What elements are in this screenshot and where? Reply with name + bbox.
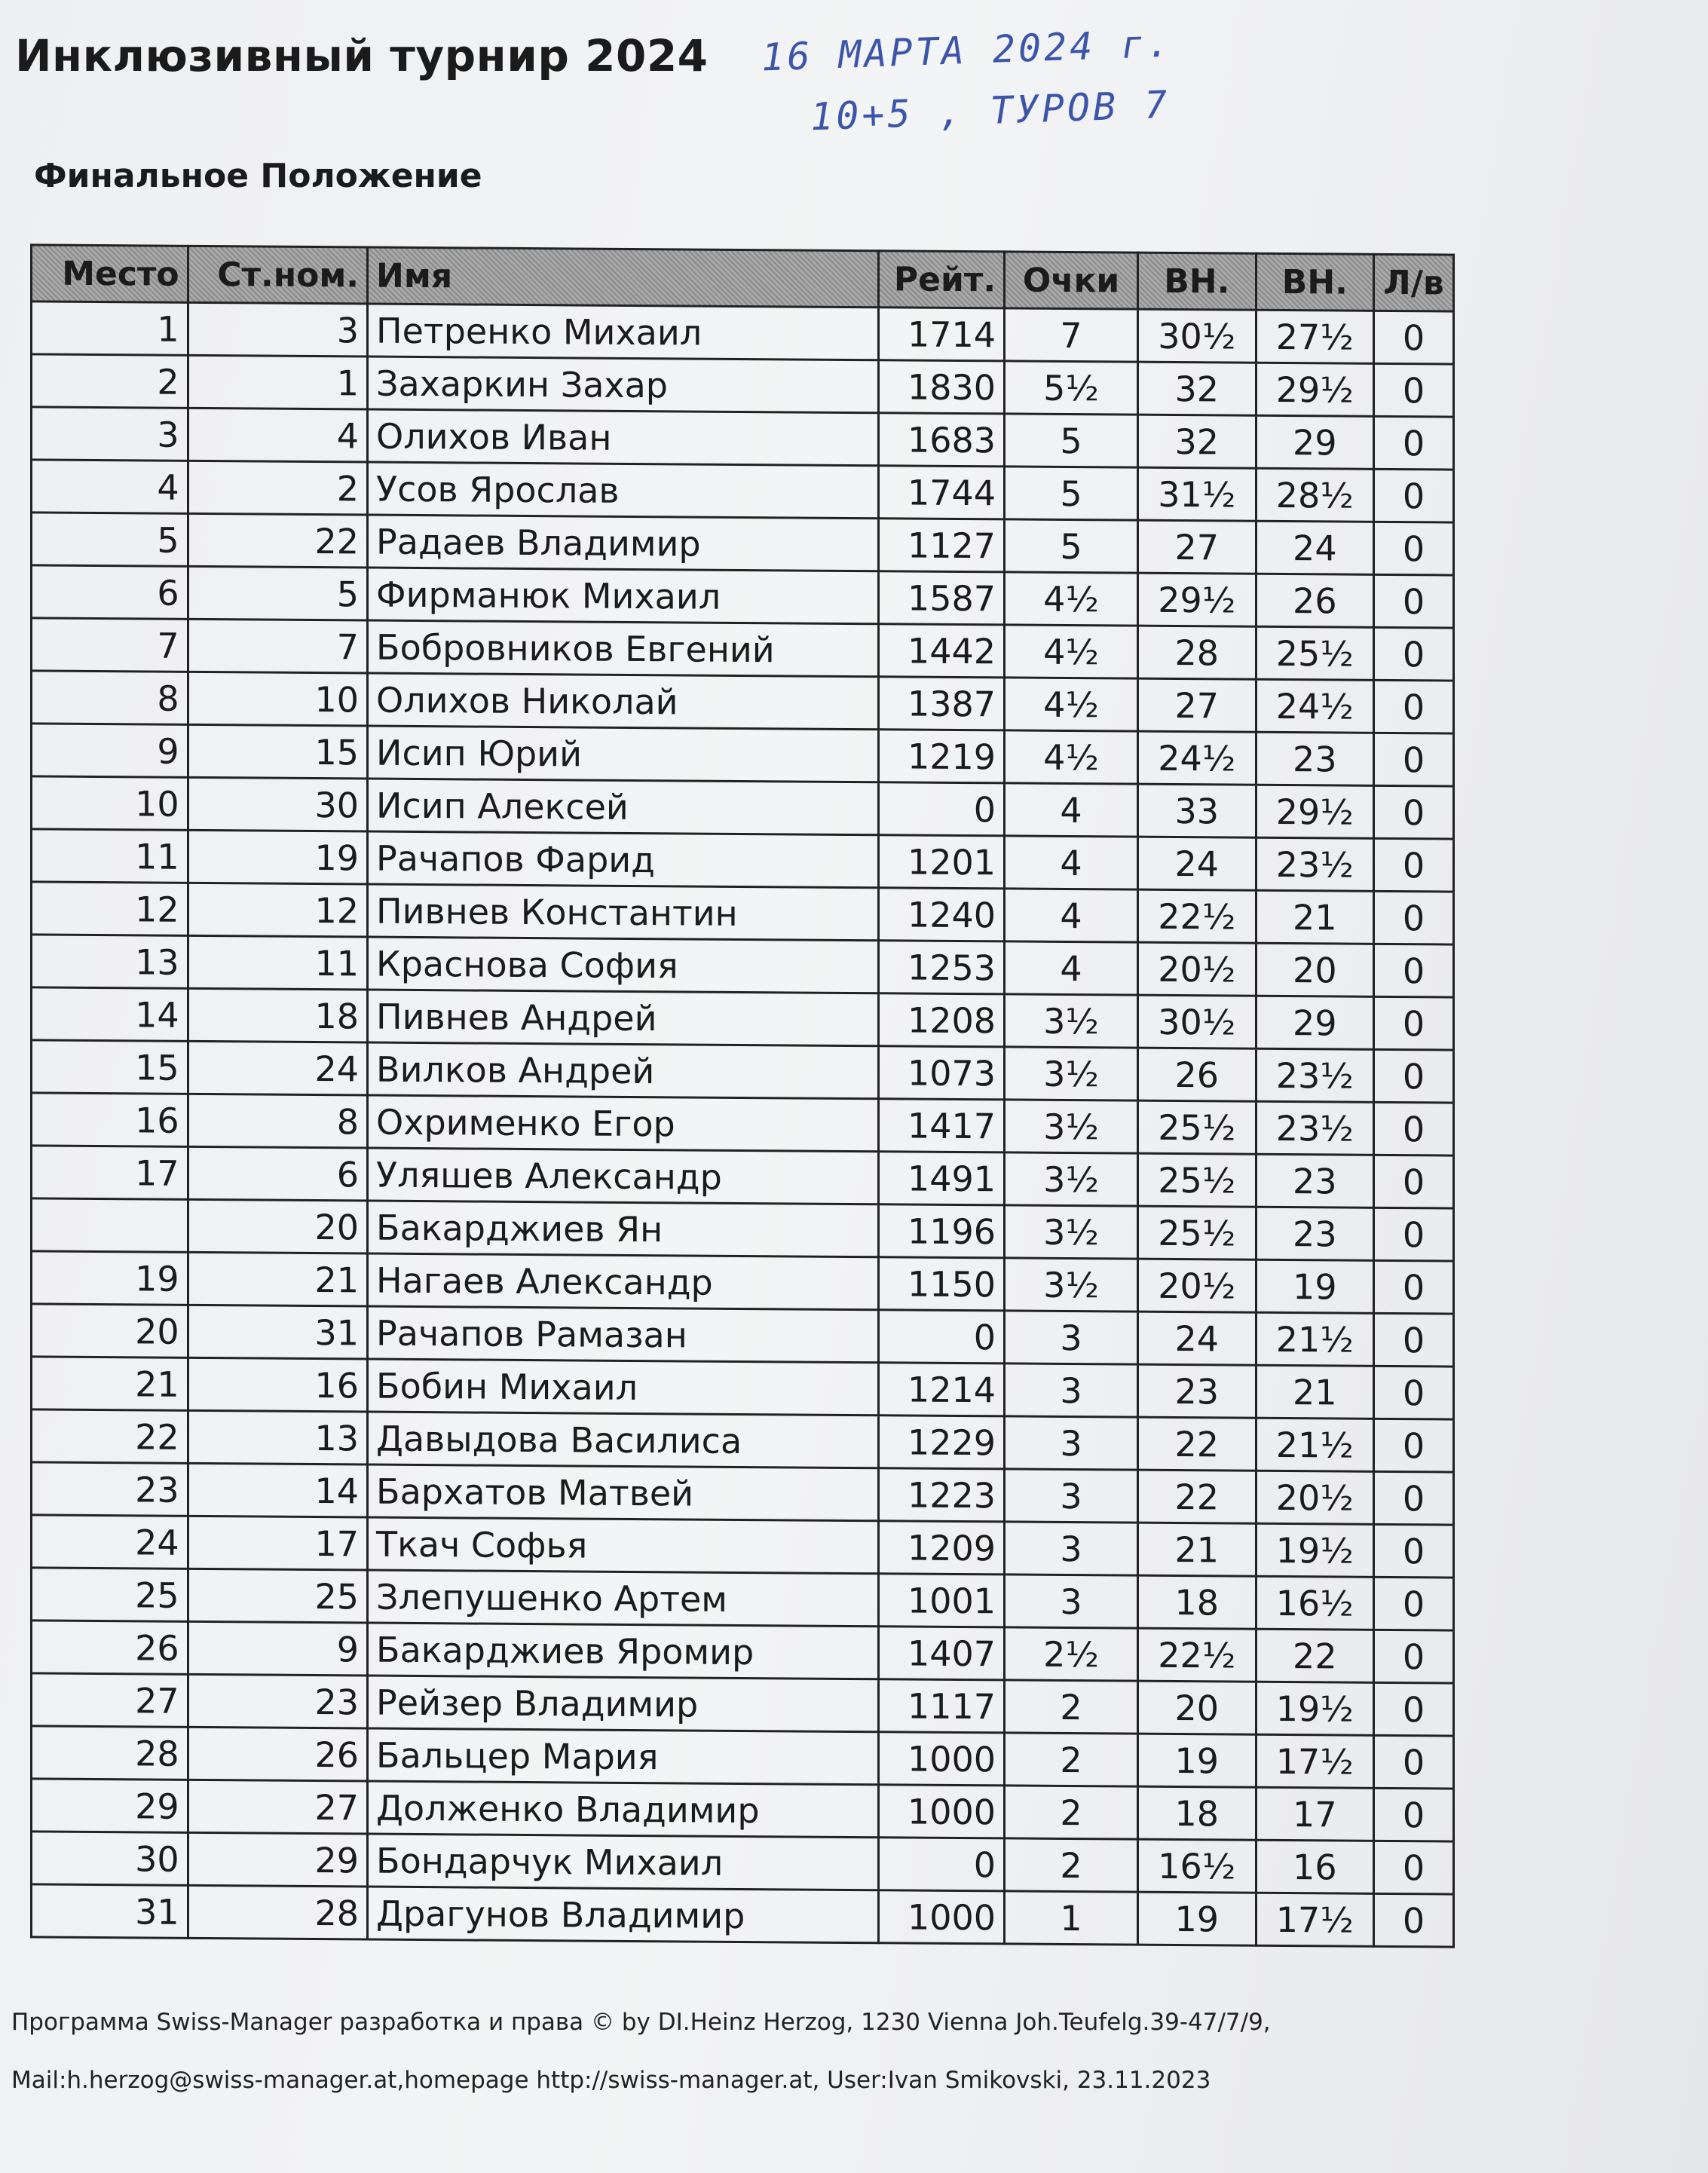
cell-rating: 1683 xyxy=(879,413,1005,467)
cell-tiebreak-1: 20 xyxy=(1138,1681,1257,1734)
cell-start-number: 7 xyxy=(188,619,367,673)
cell-tiebreak-1: 20½ xyxy=(1138,1259,1257,1312)
table-row xyxy=(32,354,1454,417)
cell-rating: 1127 xyxy=(879,519,1005,572)
table-row xyxy=(32,460,1454,522)
cell-points: 7 xyxy=(1005,308,1138,362)
cell-points: 4½ xyxy=(1005,625,1138,678)
cell-rating: 1150 xyxy=(879,1257,1005,1311)
cell-place: 22 xyxy=(32,1409,188,1463)
cell-tiebreak-2: 23½ xyxy=(1256,837,1374,891)
cell-rating: 1209 xyxy=(879,1521,1005,1575)
cell-lv: 0 xyxy=(1374,1682,1454,1736)
cell-tiebreak-2: 19½ xyxy=(1256,1682,1374,1735)
table-row xyxy=(32,935,1454,997)
cell-points: 2 xyxy=(1005,1733,1138,1786)
cell-place: 24 xyxy=(32,1515,188,1569)
cell-points: 3 xyxy=(1005,1522,1138,1575)
table-row xyxy=(32,724,1454,786)
cell-rating: 1744 xyxy=(879,466,1005,519)
column-header-tiebreak-2: ВН. xyxy=(1256,253,1374,311)
cell-name: Ткач Софья xyxy=(368,1517,879,1574)
cell-place: 20 xyxy=(32,1304,188,1357)
cell-rating: 0 xyxy=(879,1310,1005,1363)
column-header-place: Место xyxy=(32,245,188,302)
cell-points: 3 xyxy=(1005,1311,1138,1364)
cell-start-number: 8 xyxy=(188,1094,367,1148)
cell-lv: 0 xyxy=(1374,469,1454,522)
cell-lv: 0 xyxy=(1374,680,1454,733)
cell-lv: 0 xyxy=(1374,1577,1454,1630)
table-row xyxy=(32,301,1454,364)
table-row xyxy=(32,565,1454,628)
cell-start-number: 30 xyxy=(188,777,367,831)
table-row xyxy=(32,513,1454,575)
cell-start-number: 16 xyxy=(188,1357,367,1412)
cell-name: Нагаев Александр xyxy=(368,1253,879,1310)
cell-name: Исип Алексей xyxy=(368,779,879,835)
cell-name: Драгунов Владимир xyxy=(368,1887,879,1943)
cell-lv: 0 xyxy=(1374,627,1454,681)
cell-lv: 0 xyxy=(1374,1313,1454,1367)
cell-name: Исип Юрий xyxy=(368,726,879,782)
cell-place: 14 xyxy=(32,987,188,1041)
cell-lv: 0 xyxy=(1374,1735,1454,1789)
cell-tiebreak-2: 20 xyxy=(1256,943,1374,996)
cell-place: 3 xyxy=(32,407,188,461)
cell-points: 5 xyxy=(1005,467,1138,520)
cell-place: 17 xyxy=(32,1146,188,1199)
cell-tiebreak-1: 32 xyxy=(1138,362,1257,415)
cell-lv: 0 xyxy=(1374,574,1454,628)
cell-start-number: 10 xyxy=(188,672,367,726)
cell-tiebreak-1: 25½ xyxy=(1138,1153,1257,1207)
cell-start-number: 18 xyxy=(188,988,367,1042)
cell-place: 1 xyxy=(32,301,188,355)
cell-rating: 1229 xyxy=(879,1416,1005,1469)
cell-tiebreak-2: 16 xyxy=(1256,1840,1374,1893)
cell-tiebreak-2: 17 xyxy=(1256,1787,1374,1841)
cell-start-number: 17 xyxy=(188,1516,367,1570)
cell-start-number: 5 xyxy=(188,566,367,620)
cell-tiebreak-2: 29 xyxy=(1256,415,1374,469)
cell-tiebreak-2: 17½ xyxy=(1256,1734,1374,1788)
table-row xyxy=(32,1093,1454,1155)
cell-rating: 1001 xyxy=(879,1574,1005,1627)
cell-rating: 0 xyxy=(879,782,1005,836)
table-row xyxy=(32,829,1454,892)
cell-tiebreak-2: 17½ xyxy=(1256,1893,1374,1946)
cell-points: 5½ xyxy=(1005,361,1138,415)
cell-lv: 0 xyxy=(1374,785,1454,839)
cell-points: 4½ xyxy=(1005,678,1138,731)
cell-lv: 0 xyxy=(1374,891,1454,944)
cell-rating: 1117 xyxy=(879,1679,1005,1733)
cell-tiebreak-2: 19 xyxy=(1256,1259,1374,1313)
cell-lv: 0 xyxy=(1374,1893,1454,1947)
cell-tiebreak-2: 25½ xyxy=(1256,626,1374,680)
cell-lv: 0 xyxy=(1374,363,1454,417)
cell-start-number: 22 xyxy=(188,513,367,568)
cell-start-number: 3 xyxy=(188,302,367,357)
table-row xyxy=(32,671,1454,733)
table-row xyxy=(32,1515,1454,1578)
cell-name: Олихов Николай xyxy=(368,673,879,730)
cell-lv: 0 xyxy=(1374,1207,1454,1261)
cell-start-number: 21 xyxy=(188,1252,367,1306)
cell-tiebreak-2: 28½ xyxy=(1256,468,1374,522)
cell-rating: 1196 xyxy=(879,1204,1005,1258)
cell-rating: 1387 xyxy=(879,677,1005,730)
cell-tiebreak-2: 19½ xyxy=(1256,1523,1374,1577)
page-title: Инклюзивный турнир 2024 xyxy=(15,30,709,81)
cell-name: Злепушенко Артем xyxy=(368,1570,879,1627)
cell-points: 3½ xyxy=(1005,1258,1138,1311)
cell-name: Долженко Владимир xyxy=(368,1781,879,1838)
cell-start-number: 14 xyxy=(188,1463,367,1517)
cell-tiebreak-2: 21 xyxy=(1256,1365,1374,1419)
cell-place: 19 xyxy=(32,1251,188,1305)
cell-rating: 1491 xyxy=(879,1152,1005,1205)
cell-points: 3 xyxy=(1005,1363,1138,1417)
column-header-tiebreak-1: ВН. xyxy=(1138,252,1257,310)
cell-tiebreak-1: 24 xyxy=(1138,1311,1257,1365)
cell-name: Уляшев Александр xyxy=(368,1148,879,1204)
cell-points: 3 xyxy=(1005,1416,1138,1470)
cell-start-number: 19 xyxy=(188,830,367,884)
cell-name: Бобин Михаил xyxy=(368,1359,879,1416)
cell-tiebreak-1: 19 xyxy=(1138,1734,1257,1787)
cell-tiebreak-2: 22 xyxy=(1256,1629,1374,1682)
cell-rating: 1000 xyxy=(879,1890,1005,1944)
cell-place: 6 xyxy=(32,565,188,619)
table-row xyxy=(32,1621,1454,1683)
cell-place: 13 xyxy=(32,935,188,988)
cell-tiebreak-1: 25½ xyxy=(1138,1206,1257,1259)
cell-rating: 1240 xyxy=(879,888,1005,941)
cell-points: 1 xyxy=(1005,1891,1138,1945)
cell-place xyxy=(32,1198,188,1252)
cell-start-number: 20 xyxy=(188,1199,367,1253)
cell-rating: 1253 xyxy=(879,941,1005,994)
cell-name: Усов Ярослав xyxy=(368,462,879,519)
cell-start-number: 11 xyxy=(188,935,367,990)
cell-lv: 0 xyxy=(1374,1049,1454,1103)
cell-place: 8 xyxy=(32,671,188,724)
cell-start-number: 27 xyxy=(188,1780,367,1834)
table-row xyxy=(32,1357,1454,1419)
cell-name: Бобровников Евгений xyxy=(368,620,879,677)
cell-tiebreak-2: 21½ xyxy=(1256,1312,1374,1366)
cell-tiebreak-2: 21 xyxy=(1256,890,1374,944)
cell-rating: 1073 xyxy=(879,1046,1005,1100)
cell-rating: 1714 xyxy=(879,308,1005,361)
cell-lv: 0 xyxy=(1374,1841,1454,1894)
table-row xyxy=(32,1251,1454,1314)
cell-name: Охрименко Егор xyxy=(368,1095,879,1152)
cell-tiebreak-1: 31½ xyxy=(1138,467,1257,521)
cell-tiebreak-2: 26 xyxy=(1256,574,1374,627)
cell-tiebreak-1: 20½ xyxy=(1138,942,1257,996)
cell-lv: 0 xyxy=(1374,1155,1454,1208)
column-header-lv: Л/в xyxy=(1374,254,1454,311)
cell-lv: 0 xyxy=(1374,416,1454,470)
cell-tiebreak-2: 29½ xyxy=(1256,363,1374,416)
cell-rating: 1201 xyxy=(879,835,1005,889)
cell-lv: 0 xyxy=(1374,1102,1454,1155)
cell-tiebreak-1: 27 xyxy=(1138,520,1257,574)
cell-start-number: 2 xyxy=(188,461,367,515)
cell-place: 2 xyxy=(32,354,188,408)
cell-tiebreak-2: 27½ xyxy=(1256,310,1374,363)
cell-lv: 0 xyxy=(1374,944,1454,997)
cell-points: 3½ xyxy=(1005,1152,1138,1206)
cell-tiebreak-2: 24½ xyxy=(1256,679,1374,733)
cell-lv: 0 xyxy=(1374,522,1454,575)
cell-rating: 1442 xyxy=(879,624,1005,678)
table-header-row xyxy=(32,245,1454,311)
cell-tiebreak-2: 29 xyxy=(1256,996,1374,1049)
table-body xyxy=(32,301,1454,1947)
table-row xyxy=(32,882,1454,944)
cell-points: 3½ xyxy=(1005,994,1138,1048)
cell-tiebreak-1: 22 xyxy=(1138,1470,1257,1523)
cell-tiebreak-1: 16½ xyxy=(1138,1839,1257,1893)
cell-place: 15 xyxy=(32,1040,188,1094)
cell-tiebreak-1: 22½ xyxy=(1138,889,1257,943)
table-row xyxy=(32,1409,1454,1472)
cell-rating: 1214 xyxy=(879,1363,1005,1416)
cell-place: 4 xyxy=(32,460,188,513)
table-row xyxy=(32,407,1454,470)
cell-name: Краснова София xyxy=(368,937,879,993)
cell-name: Рачапов Фарид xyxy=(368,831,879,888)
cell-tiebreak-1: 22½ xyxy=(1138,1628,1257,1682)
cell-rating: 1407 xyxy=(879,1627,1005,1680)
cell-rating: 1208 xyxy=(879,993,1005,1047)
cell-rating: 1000 xyxy=(879,1785,1005,1838)
cell-name: Вилков Андрей xyxy=(368,1042,879,1099)
cell-tiebreak-1: 33 xyxy=(1138,784,1257,837)
cell-name: Рачапов Рамазан xyxy=(368,1306,879,1363)
cell-tiebreak-1: 18 xyxy=(1138,1786,1257,1840)
cell-place: 25 xyxy=(32,1568,188,1621)
cell-name: Бархатов Матвей xyxy=(368,1464,879,1521)
cell-points: 4 xyxy=(1005,783,1138,837)
cell-place: 9 xyxy=(32,724,188,777)
cell-start-number: 6 xyxy=(188,1146,367,1201)
column-header-name: Имя xyxy=(368,247,879,308)
footer-line-2: Mail:h.herzog@swiss-manager.at,homepage http://swiss-manager.at, User:Ivan Smikovski, 23.11.2023 xyxy=(11,2067,1211,2094)
cell-points: 4 xyxy=(1005,889,1138,942)
cell-place: 23 xyxy=(32,1462,188,1516)
cell-points: 2½ xyxy=(1005,1627,1138,1681)
cell-tiebreak-2: 23½ xyxy=(1256,1048,1374,1102)
table-row xyxy=(32,1673,1454,1736)
cell-tiebreak-1: 32 xyxy=(1138,415,1257,468)
cell-start-number: 29 xyxy=(188,1832,367,1887)
cell-start-number: 25 xyxy=(188,1569,367,1623)
cell-start-number: 12 xyxy=(188,883,367,937)
table-row xyxy=(32,1779,1454,1841)
table-row xyxy=(32,776,1454,839)
column-header-points: Очки xyxy=(1005,252,1138,309)
table-row xyxy=(32,1832,1454,1894)
cell-points: 4½ xyxy=(1005,572,1138,626)
cell-start-number: 23 xyxy=(188,1674,367,1728)
cell-place: 12 xyxy=(32,882,188,935)
cell-lv: 0 xyxy=(1374,838,1454,892)
cell-name: Пивнев Константин xyxy=(368,884,879,941)
cell-lv: 0 xyxy=(1374,1524,1454,1578)
cell-name: Бакарджиев Ян xyxy=(368,1201,879,1257)
cell-start-number: 26 xyxy=(188,1727,367,1781)
cell-tiebreak-1: 30½ xyxy=(1138,995,1257,1048)
cell-tiebreak-1: 28 xyxy=(1138,626,1257,679)
cell-place: 21 xyxy=(32,1357,188,1410)
cell-name: Давыдова Василиса xyxy=(368,1412,879,1468)
cell-points: 2 xyxy=(1005,1838,1138,1892)
cell-rating: 1830 xyxy=(879,360,1005,414)
cell-place: 27 xyxy=(32,1673,188,1727)
cell-tiebreak-2: 20½ xyxy=(1256,1471,1374,1524)
cell-start-number: 31 xyxy=(188,1305,367,1359)
cell-points: 4 xyxy=(1005,836,1138,889)
cell-name: Бальцер Мария xyxy=(368,1728,879,1785)
cell-place: 31 xyxy=(32,1884,188,1938)
handwritten-date: 16 МАРТА 2024 г. xyxy=(761,21,1174,80)
cell-start-number: 28 xyxy=(188,1885,367,1939)
cell-lv: 0 xyxy=(1374,996,1454,1050)
cell-lv: 0 xyxy=(1374,1366,1454,1419)
table-row xyxy=(32,1146,1454,1208)
cell-tiebreak-1: 24 xyxy=(1138,837,1257,890)
table-row xyxy=(32,1040,1454,1103)
cell-name: Фирманюк Михаил xyxy=(368,568,879,624)
cell-rating: 1223 xyxy=(879,1468,1005,1522)
column-header-start-number: Ст.ном. xyxy=(188,246,367,304)
table-row xyxy=(32,987,1454,1050)
page-subtitle: Финальное Положение xyxy=(34,157,482,195)
cell-tiebreak-1: 27 xyxy=(1138,678,1257,732)
cell-lv: 0 xyxy=(1374,311,1454,364)
cell-tiebreak-2: 23 xyxy=(1256,1207,1374,1260)
table-row xyxy=(32,1198,1454,1261)
table-row xyxy=(32,1462,1454,1525)
cell-tiebreak-1: 24½ xyxy=(1138,731,1257,785)
cell-place: 10 xyxy=(32,776,188,830)
cell-points: 2 xyxy=(1005,1786,1138,1839)
cell-start-number: 13 xyxy=(188,1410,367,1464)
cell-place: 11 xyxy=(32,829,188,883)
cell-rating: 1219 xyxy=(879,730,1005,783)
cell-place: 16 xyxy=(32,1093,188,1146)
cell-lv: 0 xyxy=(1374,733,1454,786)
cell-points: 4 xyxy=(1005,941,1138,995)
handwritten-format: 10+5 , ТУРОВ 7 xyxy=(810,82,1171,139)
cell-tiebreak-2: 23½ xyxy=(1256,1101,1374,1155)
cell-start-number: 4 xyxy=(188,408,367,462)
cell-name: Петренко Михаил xyxy=(368,304,879,360)
cell-place: 29 xyxy=(32,1779,188,1832)
cell-name: Олихов Иван xyxy=(368,409,879,466)
cell-tiebreak-1: 26 xyxy=(1138,1048,1257,1101)
cell-place: 30 xyxy=(32,1832,188,1885)
cell-place: 5 xyxy=(32,513,188,566)
cell-tiebreak-1: 21 xyxy=(1138,1523,1257,1576)
cell-lv: 0 xyxy=(1374,1471,1454,1525)
cell-lv: 0 xyxy=(1374,1260,1454,1314)
cell-tiebreak-1: 22 xyxy=(1138,1417,1257,1471)
cell-points: 3 xyxy=(1005,1575,1138,1628)
table-row xyxy=(32,1884,1454,1947)
table-row xyxy=(32,1304,1454,1367)
cell-points: 3½ xyxy=(1005,1047,1138,1100)
cell-tiebreak-1: 23 xyxy=(1138,1364,1257,1418)
cell-points: 3 xyxy=(1005,1469,1138,1523)
cell-name: Бондарчук Михаил xyxy=(368,1834,879,1890)
cell-tiebreak-1: 18 xyxy=(1138,1575,1257,1629)
cell-tiebreak-2: 21½ xyxy=(1256,1418,1374,1471)
cell-place: 28 xyxy=(32,1726,188,1780)
cell-name: Пивнев Андрей xyxy=(368,990,879,1046)
table-row xyxy=(32,1726,1454,1789)
cell-rating: 1000 xyxy=(879,1732,1005,1786)
cell-tiebreak-1: 30½ xyxy=(1138,309,1257,363)
cell-points: 3½ xyxy=(1005,1205,1138,1259)
cell-place: 26 xyxy=(32,1621,188,1674)
cell-tiebreak-2: 24 xyxy=(1256,521,1374,574)
cell-rating: 0 xyxy=(879,1838,1005,1891)
cell-name: Захаркин Захар xyxy=(368,357,879,413)
cell-tiebreak-2: 29½ xyxy=(1256,785,1374,838)
cell-name: Бакарджиев Яромир xyxy=(368,1623,879,1679)
cell-tiebreak-1: 29½ xyxy=(1138,573,1257,626)
standings-table xyxy=(30,243,1455,1948)
cell-tiebreak-1: 25½ xyxy=(1138,1100,1257,1154)
cell-name: Рейзер Владимир xyxy=(368,1676,879,1732)
cell-name: Радаев Владимир xyxy=(368,515,879,571)
cell-points: 2 xyxy=(1005,1680,1138,1734)
cell-start-number: 9 xyxy=(188,1621,367,1676)
cell-tiebreak-1: 19 xyxy=(1138,1892,1257,1945)
cell-tiebreak-2: 23 xyxy=(1256,732,1374,785)
cell-start-number: 1 xyxy=(188,355,367,409)
cell-lv: 0 xyxy=(1374,1630,1454,1683)
footer-line-1: Программа Swiss-Manager разработка и права © by DI.Heinz Herzog, 1230 Vienna Joh.Teufelg.39-47/7/9, xyxy=(11,2009,1271,2036)
cell-lv: 0 xyxy=(1374,1419,1454,1472)
cell-points: 3½ xyxy=(1005,1100,1138,1153)
column-header-rating: Рейт. xyxy=(879,251,1005,308)
table-row xyxy=(32,1568,1454,1630)
cell-points: 5 xyxy=(1005,414,1138,467)
cell-start-number: 15 xyxy=(188,724,367,779)
cell-points: 5 xyxy=(1005,519,1138,573)
cell-tiebreak-2: 23 xyxy=(1256,1154,1374,1207)
cell-rating: 1587 xyxy=(879,571,1005,625)
cell-lv: 0 xyxy=(1374,1788,1454,1841)
cell-points: 4½ xyxy=(1005,730,1138,784)
table-row xyxy=(32,618,1454,681)
cell-start-number: 24 xyxy=(188,1041,367,1095)
cell-rating: 1417 xyxy=(879,1099,1005,1152)
cell-tiebreak-2: 16½ xyxy=(1256,1576,1374,1630)
cell-place: 7 xyxy=(32,618,188,672)
